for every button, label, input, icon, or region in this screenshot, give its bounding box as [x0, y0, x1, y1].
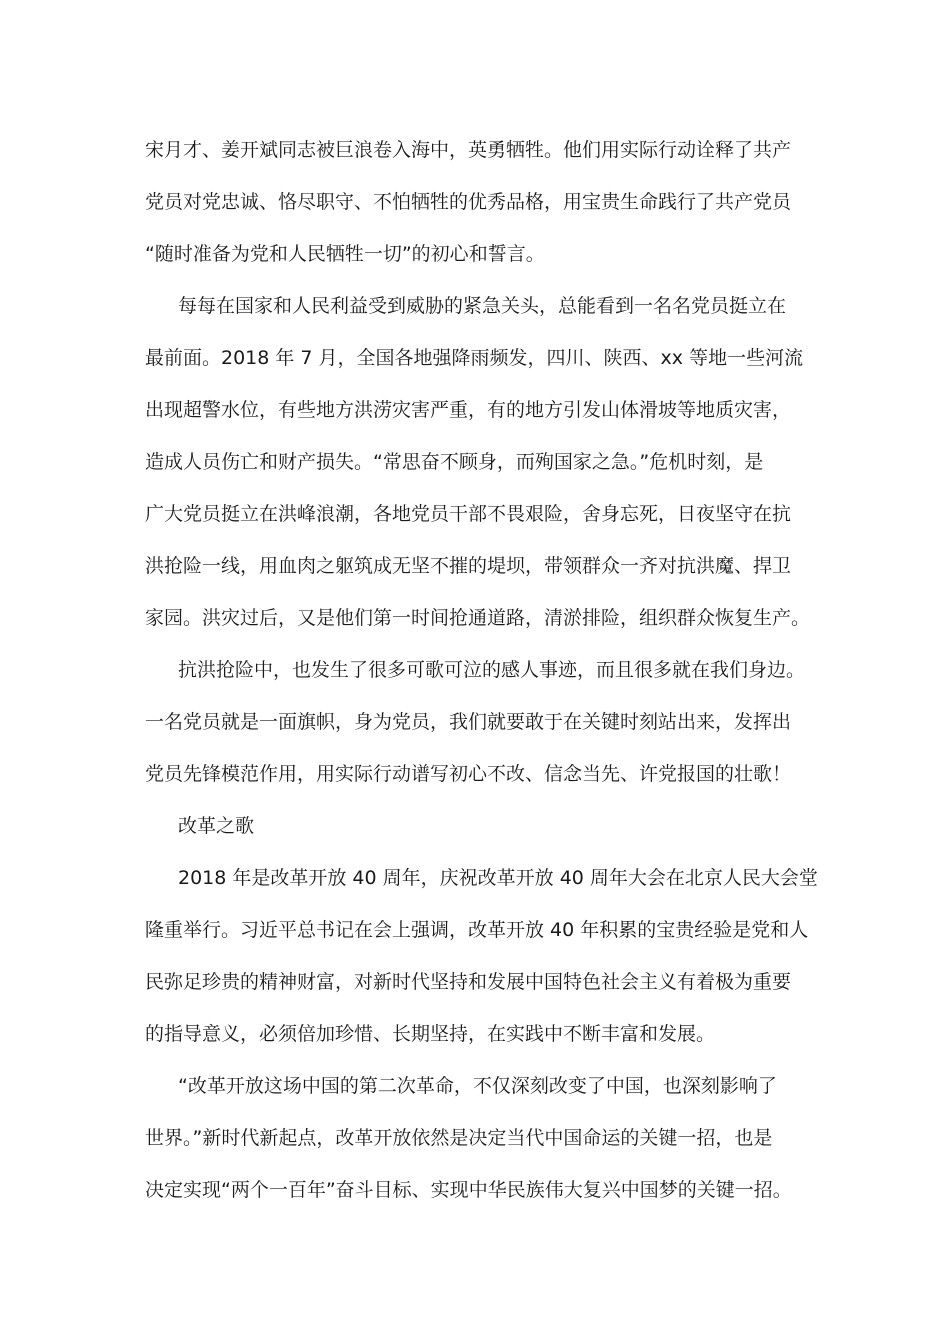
text-line: “随时准备为党和人民牺牲一切”的初心和誓言。 [145, 243, 545, 265]
text-line: 党员对党忠诚、恪尽职守、不怕牺牲的优秀品格，用宝贵生命践行了共产党员 [145, 191, 792, 213]
text-line: 党员先锋模范作用，用实际行动谱写初心不改、信念当先、许党报国的壮歌！ [145, 763, 792, 785]
text-line: 广大党员挺立在洪峰浪潮，各地党员干部不畏艰险，舍身忘死，日夜坚守在抗 [145, 503, 792, 525]
text-line: 民弥足珍贵的精神财富，对新时代坚持和发展中国特色社会主义有着极为重要 [145, 971, 792, 993]
text-line: 出现超警水位，有些地方洪涝灾害严重，有的地方引发山体滑坡等地质灾害， [145, 399, 792, 421]
text-line: 一名党员就是一面旗帜，身为党员，我们就要敢于在关键时刻站出来，发挥出 [145, 711, 792, 733]
text-line: “改革开放这场中国的第二次革命，不仅深刻改变了中国，也深刻影响了 [178, 1075, 777, 1097]
text-line: 世界。”新时代新起点，改革开放依然是决定当代中国命运的关键一招，也是 [145, 1127, 773, 1149]
text-line: 最前面。2018 年 7 月，全国各地强降雨频发，四川、陕西、xx 等地一些河流 [145, 347, 804, 369]
text-line: 宋月才、姜开斌同志被巨浪卷入海中，英勇牺牲。他们用实际行动诠释了共产 [145, 139, 792, 161]
text-line: 每每在国家和人民利益受到威胁的紧急关头，总能看到一名名党员挺立在 [178, 295, 787, 317]
text-line: 家园。洪灾过后，又是他们第一时间抢通道路，清淤排险，组织群众恢复生产。 [145, 607, 811, 629]
text-line: 的指导意义，必须倍加珍惜、长期坚持，在实践中不断丰富和发展。 [145, 1023, 716, 1045]
text-line: 隆重举行。习近平总书记在会上强调，改革开放 40 年积累的宝贵经验是党和人 [145, 919, 809, 941]
text-line: 抗洪抢险中，也发生了很多可歌可泣的感人事迹，而且很多就在我们身边。 [178, 659, 806, 681]
text-line: 洪抢险一线，用血肉之躯筑成无坚不摧的堤坝，带领群众一齐对抗洪魔、捍卫 [145, 555, 792, 577]
section-heading: 改革之歌 [178, 815, 255, 837]
text-line: 造成人员伤亡和财产损失。“常思奋不顾身，而殉国家之急。”危机时刻，是 [145, 451, 764, 473]
text-line: 2018 年是改革开放 40 周年，庆祝改革开放 40 周年大会在北京人民大会堂 [178, 867, 818, 889]
text-line: 决定实现“两个一百年”奋斗目标、实现中华民族伟大复兴中国梦的关键一招。 [145, 1179, 792, 1201]
